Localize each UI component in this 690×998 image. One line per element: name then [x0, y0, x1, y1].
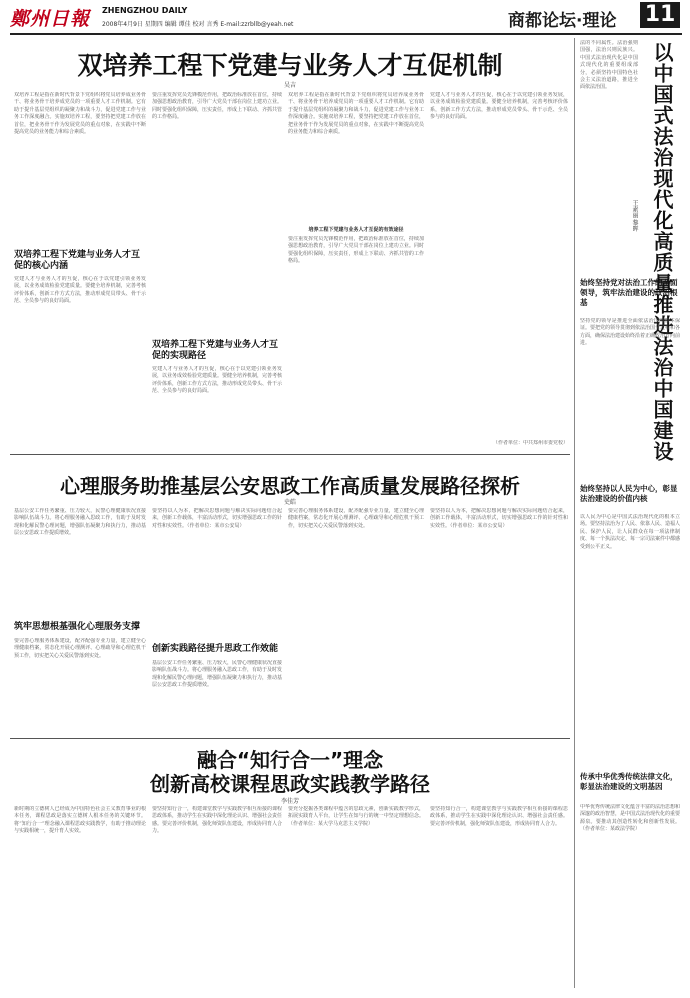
header-rule — [10, 33, 682, 35]
article-2-paragraph: 要坚持以人为本，把解决思想问题与解决实际问题结合起来，创新工作载体，丰富活动形式，切实增强思政工作的针对性和实效性。（作者单位：某市公安局） — [152, 508, 282, 529]
sidebar-subhead-2: 始终坚持以人民为中心，彰显法治建设的价值内核 — [580, 484, 678, 503]
article-1-paragraph: 要注重发挥党员先锋模范作用，把政治标准放在首位，持续加强思想政治教育，引导广大党员干部在岗位上建功立业。同时要强化组织保障，压实责任，形成上下联动、齐抓共管的工作格局。 — [152, 92, 282, 121]
article-1-paragraph: 党建人才与业务人才的互促，核心在于以党建引领业务发展，以业务成效检验党建质量。要健全培养机制，完善考核评价体系，创新工作方式方法，推动形成党员带头、骨干示范、全员参与的良好局面。 — [152, 366, 282, 395]
sidebar-paragraph: 坚持党的领导是推进全面依法治国的根本保证。要把党的领导贯彻到依法治国全过程和各方面，确保法治建设始终沿着正确政治方向前进。 — [580, 318, 680, 347]
article-3-paragraph: 要坚持知行合一，构建课堂教学与实践教学相互衔接的课程思政体系，推动学生在实践中深化理论认识、增强社会责任感。要完善评价机制，强化师资队伍建设，形成协同育人合力。 — [152, 806, 282, 835]
article-3-title-line-2: 创新高校课程思政实践教学路径 — [150, 772, 430, 796]
article-2-paragraph: 基层公安工作任务繁重、压力较大，民警心理健康状况直接影响队伍战斗力。将心理服务融入思政工作，有助于及时发现和化解民警心理问题，增强队伍凝聚力和执行力，推动基层公安思政工作提质增效。 — [152, 660, 282, 689]
article-1-paragraph: 双培养工程是指在新时代背景下党组织将党员培养成业务骨干、将业务骨干培养成党员的一项重要人才工作机制。它有助于提升基层党组织的凝聚力和战斗力，促进党建工作与业务工作深度融合。实施双培养工程，要坚持把党建工作放在首位，把业务骨干作为发展党员的重点对象，在实践中不断提高党员的业务能力和综合素质。 — [14, 92, 146, 136]
article-1-footnote: （作者单位：中共郑州市委党校） — [492, 440, 568, 446]
article-3-paragraph: 要坚持知行合一，构建课堂教学与实践教学相互衔接的课程思政体系，推动学生在实践中深化理论认识、增强社会责任感。要完善评价机制，强化师资队伍建设，形成协同育人合力。 — [430, 806, 568, 827]
sidebar-divider — [574, 38, 575, 988]
article-separator — [10, 454, 570, 455]
sidebar-paragraph: 法的不同属性。法治强则国强，法治兴则民族兴。中国式法治现代化是中国式现代化的重要组成部分，必须坚持中国特色社会主义法治道路，推进全面依法治国。 — [580, 40, 638, 91]
article-3-title-line-1: 融合“知行合一”理念 — [196, 748, 384, 772]
article-1-subhead-1: 双培养工程下党建与业务人才互促的核心内涵 — [14, 250, 141, 271]
issue-info: 2008年4月9日 星期四 编辑 谭佳 校对 言秀 E-mail:zzrbllb@yeah.net — [102, 21, 294, 28]
newspaper-logo: 鄭州日報 — [10, 8, 91, 30]
page-number: 11 — [640, 2, 680, 28]
article-separator — [10, 738, 570, 739]
article-3-paragraph: 要充分挖掘各类课程中蕴含的思政元素，创新实践教学形式，拓展实践育人平台，让学生在知与行的统一中坚定理想信念。（作者单位：某大学马克思主义学院） — [288, 806, 424, 827]
article-1-paragraph: 要注重发挥党员先锋模范作用，把政治标准放在首位，持续加强思想政治教育，引导广大党员干部在岗位上建功立业。同时要强化组织保障，压实责任，形成上下联动、齐抓共管的工作格局。 — [288, 236, 424, 265]
sidebar-title: 以中国式法治现代化高质量推进法治中国建设 — [650, 42, 674, 462]
article-3-paragraph: 新时期的立德树人已经成为中国特色社会主义教育事业的根本任务，课程思政是落实立德树人根本任务的关键环节。将“知行合一”理念融入课程思政实践教学，有助于推动理论与实践相统一，提升育人实效。 — [14, 806, 146, 835]
article-2-subhead-1: 筑牢思想根基强化心理服务支撑 — [14, 622, 141, 632]
article-1-minihead: 培养工程下党建与业务人才互促的有效途径 — [308, 227, 404, 233]
article-2-subhead-2: 创新实践路径提升思政工作效能 — [152, 644, 279, 654]
article-2-title: 心理服务助推基层公安思政工作高质量发展路径探析 — [60, 474, 520, 498]
article-1-author: 吴吉 — [283, 82, 296, 89]
article-2-paragraph: 基层公安工作任务繁重、压力较大，民警心理健康状况直接影响队伍战斗力。将心理服务融入思政工作，有助于及时发现和化解民警心理问题，增强队伍凝聚力和执行力，推动基层公安思政工作提质增效。 — [14, 508, 146, 537]
article-1-paragraph: 党建人才与业务人才的互促，核心在于以党建引领业务发展，以业务成效检验党建质量。要健全培养机制，完善考核评价体系，创新工作方式方法，推动形成党员带头、骨干示范、全员参与的良好局面。 — [14, 276, 146, 305]
article-2-paragraph: 要坚持以人为本，把解决思想问题与解决实际问题结合起来，创新工作载体，丰富活动形式，切实增强思政工作的针对性和实效性。（作者单位：某市公安局） — [430, 508, 568, 529]
article-2-paragraph: 要完善心理服务体系建设，配齐配强专业力量，建立健全心理健康档案，常态化开展心理测评、心理疏导和心理危机干预工作，切实把关心关爱民警落到实处。 — [14, 638, 146, 659]
article-1-paragraph: 双培养工程是指在新时代背景下党组织将党员培养成业务骨干、将业务骨干培养成党员的一项重要人才工作机制。它有助于提升基层党组织的凝聚力和战斗力，促进党建工作与业务工作深度融合。实施双培养工程，要坚持把党建工作放在首位，把业务骨干作为发展党员的重点对象，在实践中不断提高党员的业务能力和综合素质。 — [288, 92, 424, 136]
article-3-author: 李佳芳 — [280, 798, 299, 805]
article-1-subhead-2: 双培养工程下党建与业务人才互促的实现路径 — [152, 340, 279, 361]
section-name: 商都论坛·理论 — [508, 11, 617, 31]
sidebar-paragraph: 中华优秀传统法律文化蕴含丰富的法治思想和深邃的政治智慧，是中国式法治现代化的重要源泉。要推动其创造性转化和创新性发展。（作者单位：某政法学院） — [580, 804, 680, 833]
sidebar-subhead-1: 始终坚持党对法治工作的全面领导，筑牢法治建设的政治根基 — [580, 278, 678, 307]
article-1-paragraph: 党建人才与业务人才的互促，核心在于以党建引领业务发展，以业务成效检验党建质量。要健全培养机制，完善考核评价体系，创新工作方式方法，推动形成党员带头、骨干示范、全员参与的良好局面。 — [430, 92, 568, 121]
article-2-paragraph: 要完善心理服务体系建设，配齐配强专业力量，建立健全心理健康档案，常态化开展心理测评、心理疏导和心理危机干预工作，切实把关心关爱民警落到实处。 — [288, 508, 424, 529]
newspaper-name-en: ZHENGZHOU DAILY — [102, 6, 188, 15]
sidebar-paragraph: 以人民为中心是中国式法治现代化的根本立场。要坚持法治为了人民、依靠人民、造福人民、保护人民，让人民群众在每一项法律制度、每一个执法决定、每一宗司法案件中都感受到公平正义。 — [580, 514, 680, 550]
sidebar-author: 王素丽 黎晖 — [631, 200, 638, 232]
article-1-title: 双培养工程下党建与业务人才互促机制 — [77, 51, 503, 80]
article-2-author: 史皓 — [283, 499, 296, 506]
sidebar-subhead-3: 传承中华优秀传统法律文化，彰显法治建设的文明基因 — [580, 772, 678, 791]
